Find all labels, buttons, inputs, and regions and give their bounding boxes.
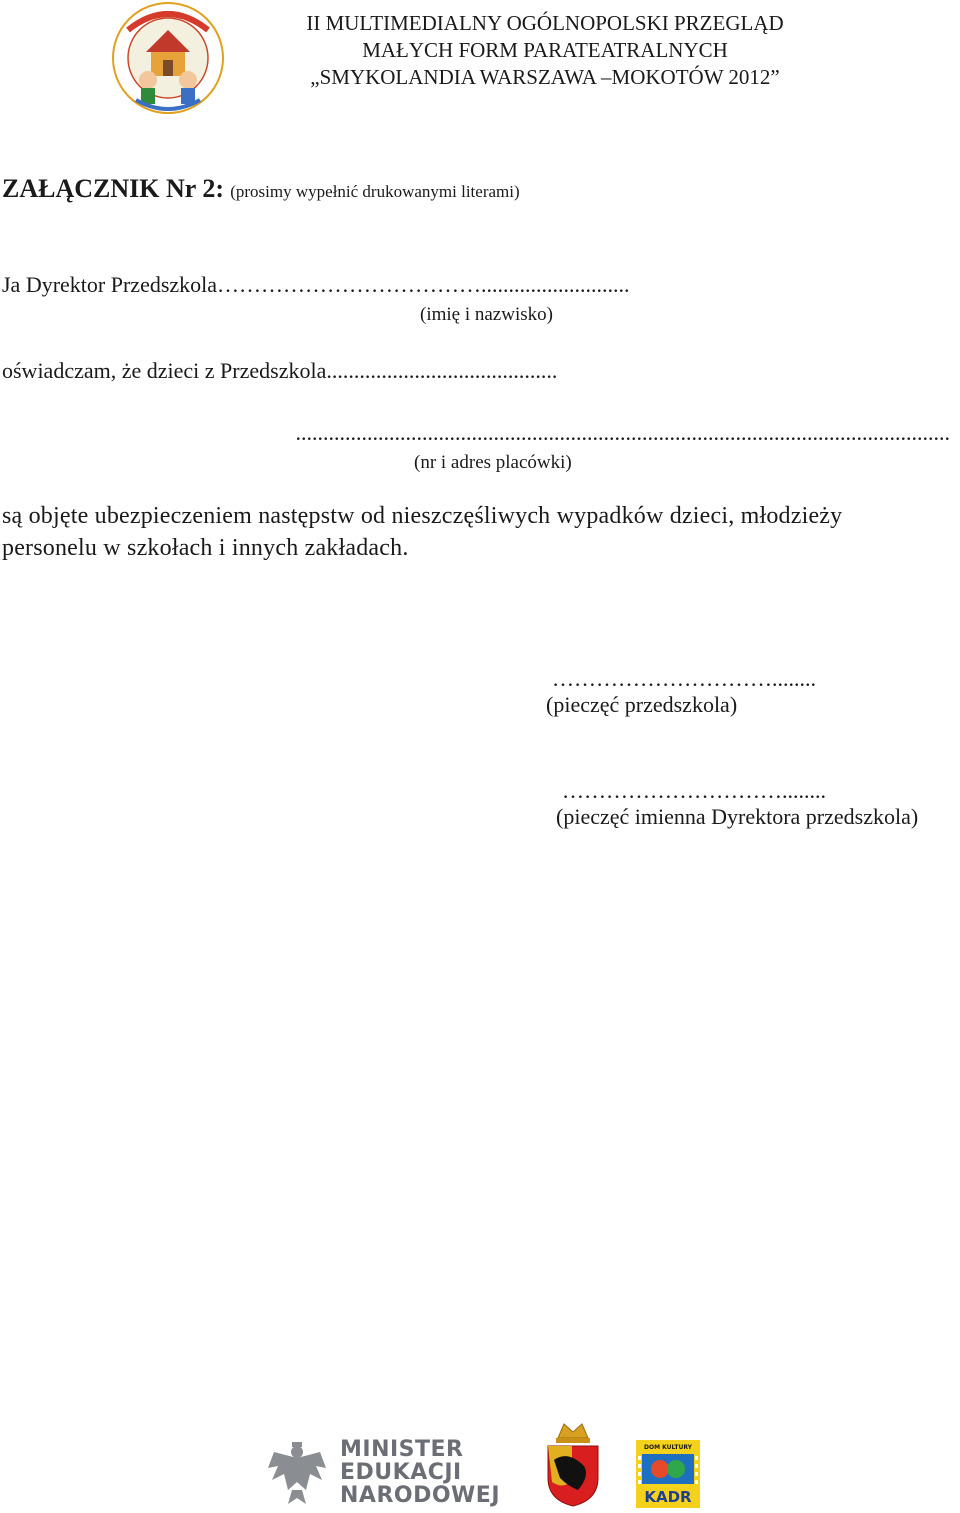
ministry-line-2: EDUKACJI <box>340 1460 462 1485</box>
director-stamp-dots: …………………………........ <box>562 778 826 803</box>
mokotow-crest-icon <box>544 1420 602 1508</box>
ministry-line-1: MINISTER <box>340 1437 464 1462</box>
director-name-line: Ja Dyrektor Przedszkola………………………………........................... <box>2 272 630 297</box>
kadr-top-text: DOM KULTURY <box>644 1444 692 1451</box>
preschool-address-line: ....................................................................................................................... <box>295 420 950 445</box>
header-line-3: „SMYKOLANDIA WARSZAWA –MOKOTÓW 2012” <box>310 65 780 89</box>
attachment-note: (prosimy wypełnić drukowanymi literami) <box>230 182 520 201</box>
preschool-stamp-label: (pieczęć przedszkola) <box>546 692 738 717</box>
header-line-1: II MULTIMEDIALNY OGÓLNOPOLSKI PRZEGLĄD <box>306 11 784 35</box>
eagle-emblem-icon <box>262 1438 332 1508</box>
statement-line-1: są objęte ubezpieczeniem następstw od nieszczęśliwych wypadków dzieci, młodzieży <box>2 503 843 529</box>
preschool-line: oświadczam, że dzieci z Przedszkola.......................................... <box>2 358 558 383</box>
preschool-address-hint: (nr i adres placówki) <box>414 452 572 473</box>
header-line-2: MAŁYCH FORM PARATEATRALNYCH <box>362 38 728 62</box>
director-stamp-label: (pieczęć imienna Dyrektora przedszkola) <box>556 804 919 829</box>
smykolandia-logo <box>108 0 228 118</box>
director-name-hint: (imię i nazwisko) <box>420 304 553 325</box>
kadr-bottom-text: KADR <box>644 1488 692 1506</box>
attachment-title: ZAŁĄCZNIK Nr 2: <box>2 174 224 203</box>
statement-line-2: personelu w szkołach i innych zakładach. <box>2 535 409 561</box>
preschool-stamp-dots: …………………………........ <box>552 666 816 691</box>
ministry-line-3: NARODOWEJ <box>340 1483 501 1508</box>
attachment-heading <box>2 174 520 204</box>
ministry-logo-text <box>340 1438 500 1507</box>
kadr-logo <box>636 1440 700 1508</box>
